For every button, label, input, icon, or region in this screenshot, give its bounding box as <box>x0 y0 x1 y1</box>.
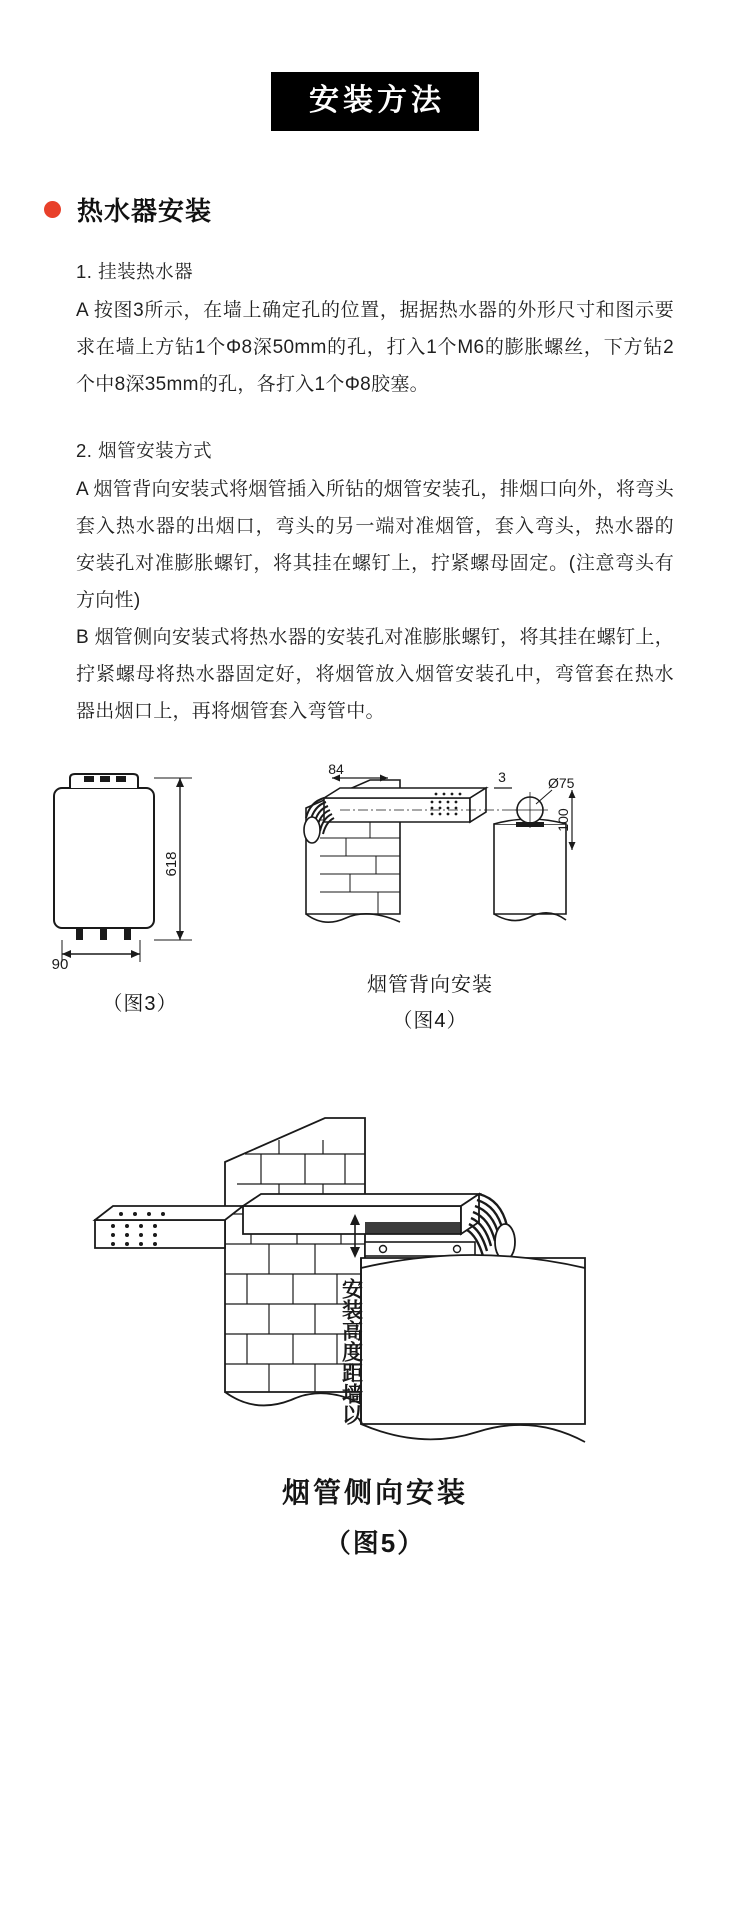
figure-4-dim-84: 84 <box>328 764 344 778</box>
title-banner-wrapper <box>0 0 750 131</box>
figure-4-drawing <box>280 764 580 964</box>
figure-5-title <box>0 1472 750 1563</box>
paragraph-spacer <box>76 403 674 437</box>
section-title: 热水器安装 <box>77 196 213 226</box>
figure-5-caption: （图5） <box>324 1528 426 1559</box>
figures-row <box>0 764 750 1054</box>
figure-3 <box>40 764 240 1019</box>
figure-3-caption: （图3） <box>102 993 178 1016</box>
figure-5 <box>0 1102 750 1563</box>
figure-5-drawing <box>65 1102 685 1462</box>
figure-4-dim-100: 100 <box>555 808 571 833</box>
step-1-paragraph: A 按图3所示，在墙上确定孔的位置，据据热水器的外形尺寸和图示要求在墙上方钻1个Φ8深50mm的孔，打入1个M6的膨胀螺丝，下方钻2个中8深35mm的孔，各打入1个Φ8胶塞。 <box>76 300 674 396</box>
figure-5-title-text: 烟管侧向安装 <box>281 1477 468 1509</box>
figure-5-vertical-note: 安装高度距墙以 <box>339 1278 363 1426</box>
bullet-dot-icon <box>44 201 61 218</box>
step-1-heading: 1. 挂装热水器 <box>76 261 194 282</box>
step-2-paragraph-b: B 烟管侧向安装式将热水器的安装孔对准膨胀螺钉，将其挂在螺钉上，拧紧螺母将热水器固定好，将烟管放入烟管安装孔中，弯管套在热水器出烟口上，再将烟管套入弯管中。 <box>76 627 674 723</box>
figure-4-dim-3: 3 <box>498 769 506 786</box>
figure-4 <box>280 764 580 1036</box>
step-2-heading: 2. 烟管安装方式 <box>76 440 213 462</box>
body-content <box>76 258 674 730</box>
figure-3-drawing <box>40 764 240 979</box>
figure-4-dim-diameter: Ø75 <box>548 775 575 792</box>
figure-3-height-label: 618 <box>163 851 180 877</box>
page-title: 安装方法 <box>271 72 479 131</box>
section-heading <box>44 191 750 228</box>
figure-4-caption: （图4） <box>392 1010 468 1033</box>
figure-4-title: 烟管背向安装 <box>367 974 493 997</box>
step-2-paragraph-a: A 烟管背向安装式将烟管插入所钻的烟管安装孔，排烟口向外，将弯头套入热水器的出烟口，弯头的另一端对准烟管，套入弯头，热水器的安装孔对准膨胀螺钉，将其挂在螺钉上，拧紧螺母固定。(注意弯头有方向性) <box>76 479 674 612</box>
figure-3-width-label: 90 <box>51 956 69 974</box>
